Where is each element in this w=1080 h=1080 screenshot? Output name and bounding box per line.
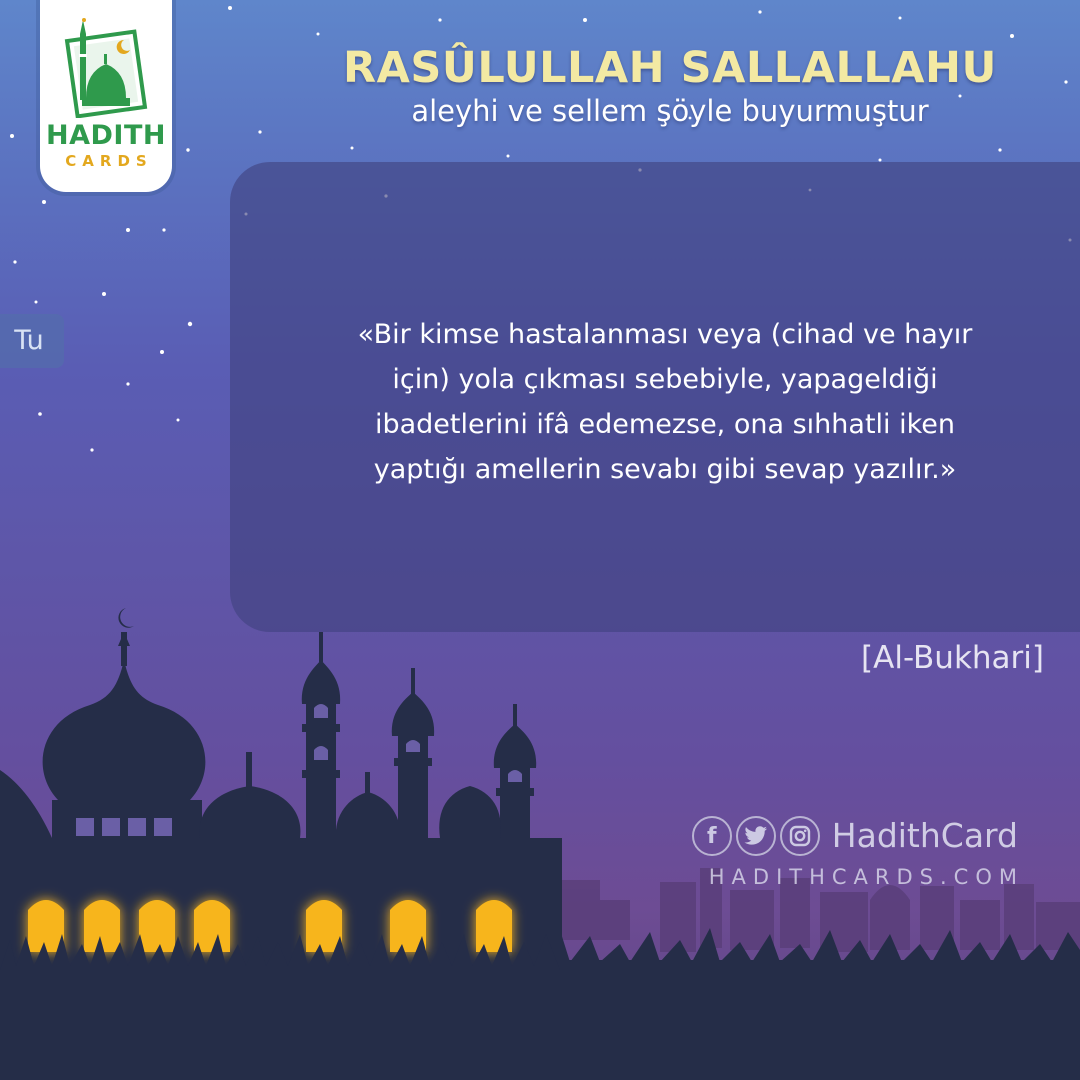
brand-row (668, 812, 1018, 860)
hadith-line: «Bir kimse hastalanması veya (cihad ve hayır (357, 319, 973, 350)
brand-block (668, 812, 1024, 892)
hadith-line: ibadetlerini ifâ edemezse, ona sıhhatli iken (374, 409, 956, 440)
twitter-icon[interactable] (736, 816, 776, 856)
logo-subtitle: CARDS (65, 152, 153, 170)
language-tab[interactable]: Tu (0, 314, 64, 368)
facebook-icon[interactable]: f (692, 816, 732, 856)
hadith-line: için) yola çıkması sebebiyle, yapageldiği (392, 364, 938, 395)
crescent-moon-icon (118, 608, 134, 628)
brand-url[interactable]: HADITHCARDS.COM (708, 865, 1024, 889)
hadith-source: [Al-Bukhari] (861, 640, 1044, 676)
instagram-icon[interactable] (780, 816, 820, 856)
heading-title: RASÛLULLAH SALLALLAHU (343, 43, 997, 93)
hadith-line: yaptığı amellerin sevabı gibi sevap yazılır.» (373, 454, 957, 485)
logo-wordmark: HADITH (46, 120, 166, 151)
heading-subtitle: aleyhi ve sellem şöyle buyurmuştur (411, 94, 929, 128)
brand-name: HadithCard (831, 816, 1018, 855)
